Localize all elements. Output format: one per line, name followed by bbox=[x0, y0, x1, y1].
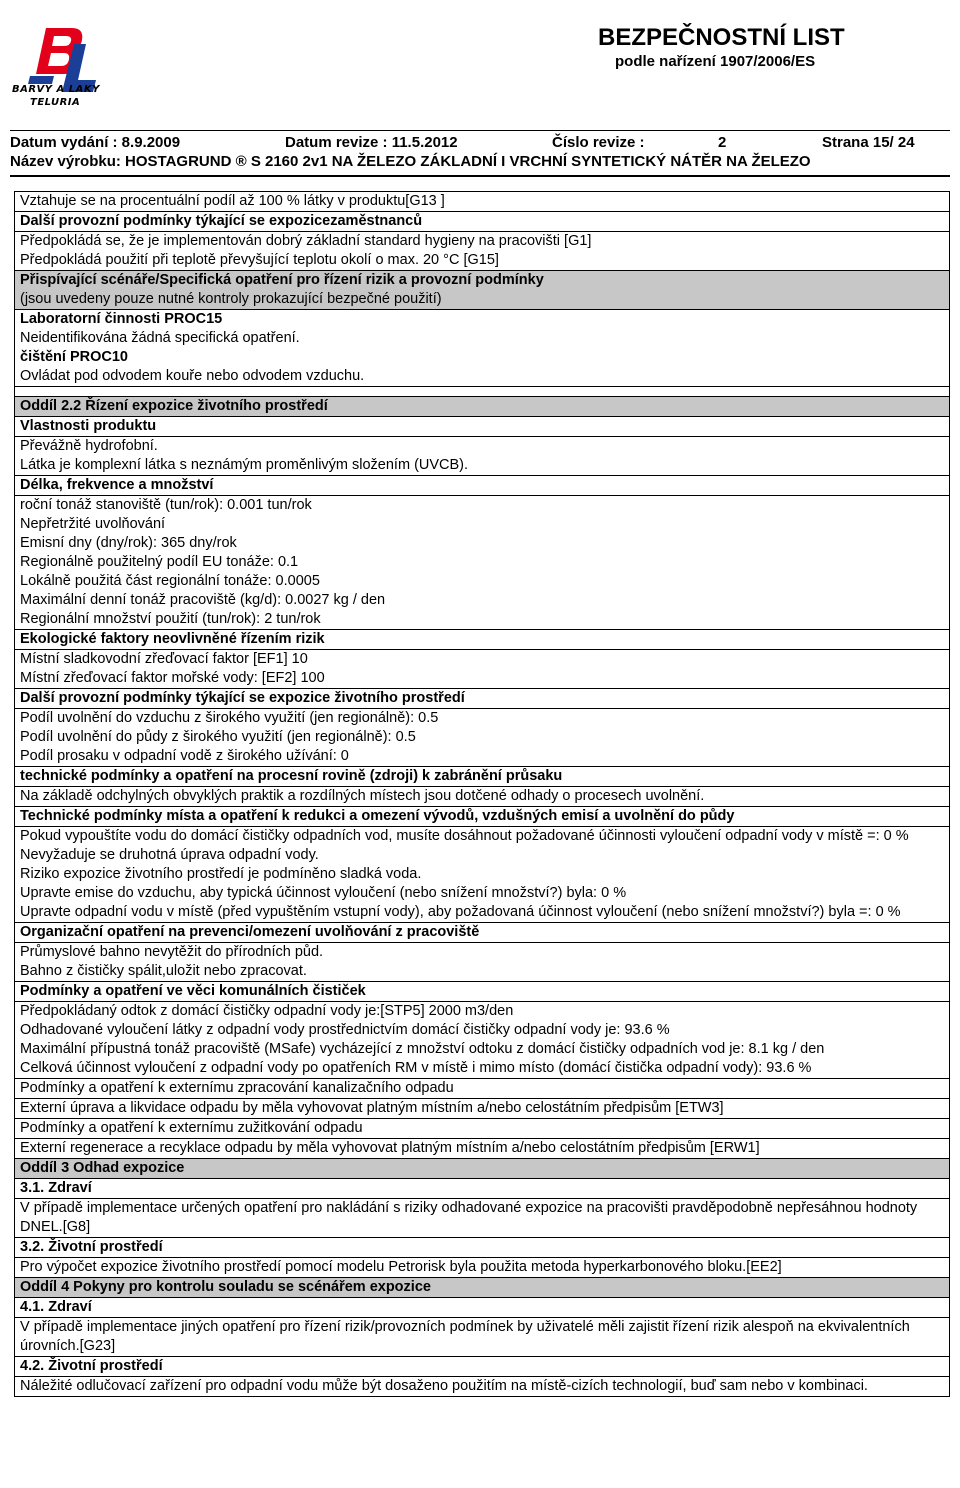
content-row: Regionálně použitelný podíl EU tonáže: 0.1 bbox=[20, 554, 299, 570]
content-row: Vztahuje se na procentuální podíl až 100 % látky v produktu[G13 ] bbox=[15, 192, 949, 212]
content-row: Lokálně použitá část regionální tonáže: 0.0005 bbox=[20, 573, 320, 589]
content-row: Nevyžaduje se druhotná úprava odpadní vody. bbox=[20, 847, 319, 863]
content-heading: Další provozní podmínky týkající se expozice životního prostředí bbox=[15, 689, 949, 709]
content-row: Bahno z čističky spálit,uložit nebo zpracovat. bbox=[15, 962, 949, 982]
content-row: Celková účinnost vyloučení z odpadní vody po opatřeních RM v místě i mimo místo (domácí čistička odpadní vody): 93.6 % bbox=[15, 1059, 949, 1079]
content-row: Upravte emise do vzduchu, aby typická účinnost vyloučení (nebo snížení množství?) byla: 0 % bbox=[20, 885, 627, 901]
page-number: Strana 15/ 24 bbox=[822, 134, 915, 151]
content-row: Podmínky a opatření k externímu zužitkování odpadu bbox=[15, 1119, 949, 1139]
content-row: Místní zřeďovací faktor mořské vody: [EF2] 100 bbox=[15, 669, 949, 689]
issue-date: Datum vydání : 8.9.2009 bbox=[10, 134, 181, 151]
content-row: Podíl uvolnění do půdy z širokého využití (jen regionálně): 0.5 bbox=[20, 729, 416, 745]
content-row: Podíl prosaku v odpadní vodě z širokého užívání: 0 bbox=[15, 747, 949, 767]
content-heading: Organizační opatření na prevenci/omezení uvolňování z pracoviště bbox=[15, 923, 949, 943]
content-row: Na základě odchylných obvyklých praktik a rozdílných místech jsou dotčené odhady o procesech uvolnění. bbox=[15, 787, 949, 807]
content-row: Emisní dny (dny/rok): 365 dny/rok bbox=[20, 535, 237, 551]
document-subtitle: podle nařízení 1907/2006/ES bbox=[615, 53, 816, 70]
section-heading: Oddíl 2.2 Řízení expozice životního prostředí bbox=[15, 397, 949, 417]
content-heading: Délka, frekvence a množství bbox=[15, 476, 949, 496]
content-row: Náležité odlučovací zařízení pro odpadní vodu může být dosaženo použitím na místě-cizích technologií, buď sam nebo v kombinaci. bbox=[15, 1377, 949, 1397]
revision-number-label: Číslo revize : bbox=[552, 134, 645, 151]
content-row: Upravte odpadní vodu v místě (před vypuštěním vstupní vody), aby požadovaná účinnost vyloučení (nebo snížení množství?) byla =: 0 % bbox=[15, 903, 949, 923]
section-heading: Přispívající scénáře/Specifická opatření pro řízení rizik a provozní podmínky bbox=[15, 270, 949, 290]
section-subheading: (jsou uvedeny pouze nutné kontroly prokazující bezpečné použití) bbox=[15, 290, 949, 310]
logo-text-bottom: TELURIA bbox=[30, 97, 81, 108]
content-row: Maximální denní tonáž pracoviště (kg/d): 0.0027 kg / den bbox=[20, 592, 386, 608]
content-row: Průmyslové bahno nevytěžit do přírodních půd. bbox=[20, 944, 324, 960]
header-divider-bottom bbox=[10, 175, 950, 177]
content-row: Neidentifikována žádná specifická opatření. bbox=[20, 330, 300, 346]
document-title: BEZPEČNOSTNÍ LIST bbox=[598, 24, 845, 51]
content-heading: Vlastnosti produktu bbox=[15, 417, 949, 437]
content-heading: Technické podmínky místa a opatření k redukci a omezení vývodů, vzdušných emisí a uvolnění do půdy bbox=[15, 807, 949, 827]
content-row: Látka je komplexní látka s neznámým proměnlivým složením (UVCB). bbox=[15, 456, 949, 476]
header-divider-top bbox=[10, 130, 950, 131]
spacer-row bbox=[15, 387, 949, 397]
content-heading: Ekologické faktory neovlivněné řízením rizik bbox=[15, 630, 949, 650]
content-row: Předpokládá se, že je implementován dobrý základní standard hygieny na pracovišti [G1] bbox=[20, 233, 592, 249]
product-name: Název výrobku: HOSTAGRUND ® S 2160 2v1 NA ŽELEZO ZÁKLADNÍ I VRCHNÍ SYNTETICKÝ NÁTĚR NA ŽELEZO bbox=[10, 153, 811, 170]
content-heading: Podmínky a opatření ve věci komunálních čističek bbox=[15, 982, 949, 1002]
content-row: Pokud vypouštíte vodu do domácí čističky odpadních vod, musíte dosáhnout požadované účinnosti vyloučení odpadní vody v místě =: 0 % bbox=[20, 828, 909, 844]
revision-number: 2 bbox=[718, 134, 727, 151]
revision-date: Datum revize : 11.5.2012 bbox=[285, 134, 458, 151]
content-row: Převážně hydrofobní. bbox=[20, 438, 158, 454]
content-row: Nepřetržité uvolňování bbox=[20, 516, 166, 532]
logo-text-top: BARVY A LAKY bbox=[12, 84, 100, 95]
content-row: Podíl uvolnění do vzduchu z širokého využití (jen regionálně): 0.5 bbox=[20, 710, 439, 726]
content-row: Místní sladkovodní zřeďovací faktor [EF1] 10 bbox=[20, 651, 308, 667]
content-heading: čištění PROC10 bbox=[20, 349, 128, 365]
content-heading: 3.1. Zdraví bbox=[15, 1179, 949, 1199]
content-heading: Další provozní podmínky týkající se expozicezaměstnanců bbox=[15, 212, 949, 232]
content-heading: 4.1. Zdraví bbox=[15, 1298, 949, 1318]
content-heading: Laboratorní činnosti PROC15 bbox=[20, 311, 223, 327]
content-row: Odhadované vyloučení látky z odpadní vody prostřednictvím domácí čističky odpadní vody je: 93.6 % bbox=[20, 1022, 670, 1038]
content-row: Maximální přípustná tonáž pracoviště (MSafe) vycházející z množství odtoku z domácí čističky odpadních vod je: 8.1 kg / den bbox=[20, 1041, 825, 1057]
content-row: V případě implementace určených opatření pro nakládání s riziky odhadované expozice na pracovišti pravděpodobně nepřesáhnou hodnoty DNEL.[G8] bbox=[15, 1199, 949, 1238]
content-row: Ovládat pod odvodem kouře nebo odvodem vzduchu. bbox=[15, 367, 949, 387]
content-table bbox=[14, 191, 950, 1397]
content-heading: technické podmínky a opatření na procesní rovině (zdroji) k zabránění průsaku bbox=[15, 767, 949, 787]
content-row: roční tonáž stanoviště (tun/rok): 0.001 tun/rok bbox=[20, 497, 312, 513]
section-heading: Oddíl 3 Odhad expozice bbox=[15, 1159, 949, 1179]
section-heading: Oddíl 4 Pokyny pro kontrolu souladu se scénářem expozice bbox=[15, 1278, 949, 1298]
content-row: Předpokládaný odtok z domácí čističky odpadní vody je:[STP5] 2000 m3/den bbox=[20, 1003, 514, 1019]
content-row: Předpokládá použití při teplotě převyšující teplotu okolí o max. 20 °C [G15] bbox=[20, 252, 499, 268]
content-row: Regionální množství použití (tun/rok): 2 tun/rok bbox=[15, 610, 949, 630]
content-row: V případě implementace jiných opatření pro řízení rizik/provozních podmínek by uživatelé měli zajistit řízení rizik alespoň na ekvivalentních úrovních.[G23] bbox=[15, 1318, 949, 1357]
content-row: Pro výpočet expozice životního prostředí pomocí modelu Petrorisk byla použita metoda hyperkarbonového bloku.[EE2] bbox=[15, 1258, 949, 1278]
content-heading: 3.2. Životní prostředí bbox=[15, 1238, 949, 1258]
content-row: Riziko expozice životního prostředí je podmíněno sladká voda. bbox=[20, 866, 422, 882]
content-row: Externí regenerace a recyklace odpadu by měla vyhovovat platným místním a/nebo celostátním předpisům [ERW1] bbox=[15, 1139, 949, 1159]
content-heading: 4.2. Životní prostředí bbox=[15, 1357, 949, 1377]
content-row: Podmínky a opatření k externímu zpracování kanalizačního odpadu bbox=[15, 1079, 949, 1099]
content-row: Externí úprava a likvidace odpadu by měla vyhovovat platným místním a/nebo celostátním předpisům [ETW3] bbox=[15, 1099, 949, 1119]
